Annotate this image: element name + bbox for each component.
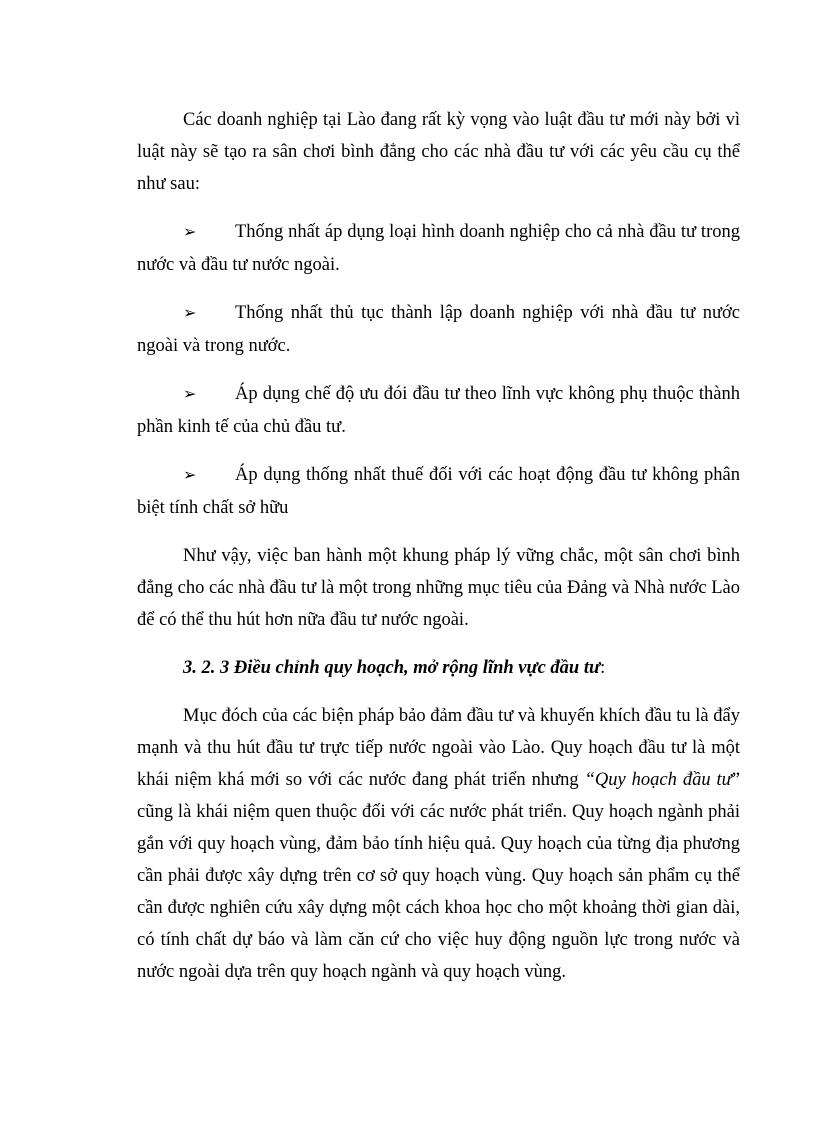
summary-paragraph: Như vậy, việc ban hành một khung pháp lý vững chắc, một sân chơi bình đẳng cho các nhà đầu tư là một trong những mục tiêu của Đảng và Nhà nước Lào để có thể thu hút hơn nữa đầu tư nước ngoài.: [137, 546, 740, 630]
arrow-bullet-icon: ➢: [183, 305, 197, 322]
bullet-item: [137, 216, 740, 281]
section-heading-text: 3. 2. 3 Điều chỉnh quy hoạch, mở rộng lĩnh vực đầu tư: [183, 658, 601, 678]
bullet-text: Áp dụng thống nhất thuế đối với các hoạt động đầu tư không phân biệt tính chất sở hữu: [137, 465, 740, 518]
section-heading-colon: :: [600, 658, 606, 678]
bullet-text: Thống nhất áp dụng loại hình doanh nghiệp cho cả nhà đầu tư trong nước và đầu tư nước ngoài.: [137, 222, 740, 275]
bullet-text: Áp dụng chế độ ưu đói đầu tư theo lĩnh vực không phụ thuộc thành phần kinh tế của chủ đầu tư.: [137, 384, 740, 437]
bullet-item: [137, 459, 740, 524]
arrow-bullet-icon: ➢: [183, 386, 197, 403]
body-text-part1: Mục đóch của các biện pháp bảo đảm đầu tư và khuyến khích đầu tu là đẩy mạnh và thu hút đầu tư trực tiếp nước ngoài vào Lào. Quy hoạch đầu tư là một khái niệm khá mới so với các nước đang phát triển nhưng: [137, 706, 740, 790]
bullet-item: [137, 378, 740, 443]
document-page: [137, 104, 740, 1004]
body-text-part2: ” cũng là khái niệm quen thuộc đối với các nước phát triển. Quy hoạch ngành phải gắn với quy hoạch vùng, đảm bảo tính hiệu quả. Quy hoạch của từng địa phương cần phải được xây dựng trên cơ sở quy hoạch vùng. Quy hoạch sản phẩm cụ thể cần được nghiên cứu xây dựng một cách khoa học cho một khoảng thời gian dài, có tính chất dự báo và làm căn cứ cho việc huy động nguồn lực trong nước và nước ngoài dựa trên quy hoạch ngành và quy hoạch vùng.: [137, 770, 740, 982]
arrow-bullet-icon: ➢: [183, 224, 197, 241]
bullet-text: Thống nhất thủ tục thành lập doanh nghiệp với nhà đầu tư nước ngoài và trong nước.: [137, 303, 740, 356]
bullet-item: [137, 297, 740, 362]
body-paragraph: [137, 700, 740, 988]
section-heading: [137, 652, 740, 684]
intro-paragraph: Các doanh nghiệp tại Lào đang rất kỳ vọng vào luật đầu tư mới này bởi vì luật này sẽ tạo ra sân chơi bình đẳng cho các nhà đầu tư với các yêu cầu cụ thể như sau:: [137, 110, 740, 194]
body-text-italic: “Quy hoạch đầu tư: [584, 770, 732, 790]
arrow-bullet-icon: ➢: [183, 467, 197, 484]
